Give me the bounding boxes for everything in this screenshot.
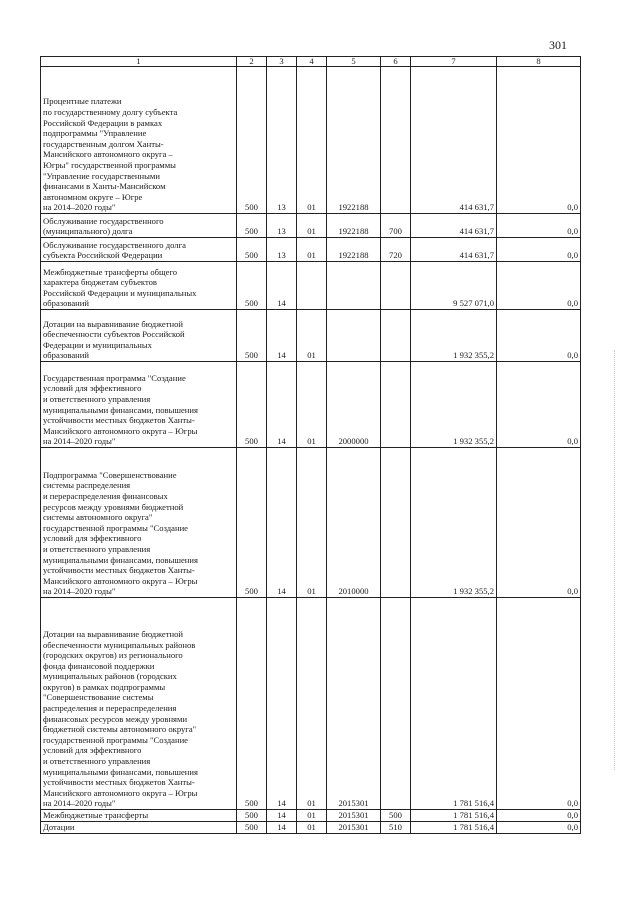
section-code-cell: 14 — [267, 310, 297, 362]
table-row — [41, 262, 581, 310]
section-code-cell: 14 — [267, 448, 297, 598]
subsection-code-cell: 01 — [297, 448, 327, 598]
row-name-cell — [41, 598, 237, 810]
target-item-cell: 2000000 — [327, 362, 381, 448]
amount-secondary-cell: 0,0 — [497, 810, 581, 822]
row-name: Обслуживание государственного долга субъекта Российской Федерации — [43, 239, 186, 261]
table-row — [41, 810, 581, 822]
expense-type-cell: 720 — [381, 238, 411, 262]
row-name: Подпрограмма "Совершенствование системы распределения и перераспределения финансовых ресурсов между уровнями бюджетной системы автономного округа" государственной программы "Создание условий для эффективного и ответственного управления муниципальными финансами, повышения устойчивости местных бюджетов Ханты- Мансийского автономного округа – Югры на 2014–2020 годы" — [43, 469, 198, 597]
ministry-code-cell: 500 — [237, 67, 267, 214]
ministry-code-cell: 500 — [237, 810, 267, 822]
subsection-code-cell: 01 — [297, 822, 327, 834]
section-code-cell: 14 — [267, 262, 297, 310]
column-header: 2 — [237, 57, 267, 67]
expense-type-cell: 700 — [381, 214, 411, 238]
row-name-cell — [41, 362, 237, 448]
section-code-cell: 14 — [267, 810, 297, 822]
row-name: Процентные платежи по государственному долгу субъекта Российской Федерации в рамках подпрограммы "Управление государственным долгом Ханты- Мансийского автономного округа – Югры" государственной программы "Управление государственными финансами в Ханты-Мансийском автономном округе – Югре на 2014–2020 годы" — [43, 96, 178, 213]
table-header-row — [41, 57, 581, 67]
row-name-cell — [41, 810, 237, 822]
amount-cell: 1 781 516,4 — [411, 598, 497, 810]
target-item-cell: 1922188 — [327, 67, 381, 214]
row-name: Обслуживание государственного (муниципального) долга — [43, 215, 164, 237]
table-row — [41, 448, 581, 598]
expense-type-cell — [381, 448, 411, 598]
amount-secondary-cell: 0,0 — [497, 238, 581, 262]
column-header: 6 — [381, 57, 411, 67]
amount-secondary-cell: 0,0 — [497, 67, 581, 214]
amount-cell: 414 631,7 — [411, 67, 497, 214]
amount-cell: 1 781 516,4 — [411, 810, 497, 822]
ministry-code-cell: 500 — [237, 310, 267, 362]
column-header: 4 — [297, 57, 327, 67]
amount-cell: 1 932 355,2 — [411, 310, 497, 362]
expense-type-cell — [381, 362, 411, 448]
page-number: 301 — [549, 38, 567, 52]
expense-type-cell: 500 — [381, 810, 411, 822]
amount-secondary-cell: 0,0 — [497, 262, 581, 310]
row-name-cell — [41, 310, 237, 362]
row-name-cell — [41, 448, 237, 598]
amount-secondary-cell: 0,0 — [497, 362, 581, 448]
section-code-cell: 13 — [267, 214, 297, 238]
subsection-code-cell: 01 — [297, 214, 327, 238]
amount-cell: 1 781 516,4 — [411, 822, 497, 834]
expense-type-cell — [381, 598, 411, 810]
ministry-code-cell: 500 — [237, 598, 267, 810]
ministry-code-cell: 500 — [237, 822, 267, 834]
row-name: Государственная программа "Создание условий для эффективного и ответственного управления муниципальными финансами, повышения устойчивости местных бюджетов Ханты- Мансийского автономного округа – Югры на 2014–2020 годы" — [43, 372, 198, 447]
subsection-code-cell: 01 — [297, 810, 327, 822]
row-name-cell — [41, 67, 237, 214]
amount-secondary-cell: 0,0 — [497, 310, 581, 362]
target-item-cell — [327, 310, 381, 362]
column-header: 5 — [327, 57, 381, 67]
row-name-cell — [41, 214, 237, 238]
table-row — [41, 214, 581, 238]
column-header: 3 — [267, 57, 297, 67]
row-name: Межбюджетные трансферты — [43, 810, 149, 821]
subsection-code-cell: 01 — [297, 238, 327, 262]
table-row — [41, 67, 581, 214]
ministry-code-cell: 500 — [237, 214, 267, 238]
amount-secondary-cell: 0,0 — [497, 214, 581, 238]
subsection-code-cell: 01 — [297, 362, 327, 448]
section-code-cell: 14 — [267, 598, 297, 810]
ministry-code-cell: 500 — [237, 262, 267, 310]
budget-table — [40, 56, 581, 834]
target-item-cell: 2015301 — [327, 810, 381, 822]
amount-secondary-cell: 0,0 — [497, 598, 581, 810]
amount-cell: 9 527 071,0 — [411, 262, 497, 310]
target-item-cell: 1922188 — [327, 238, 381, 262]
row-name: Дотации на выравнивание бюджетной обеспеченности муниципальных районов (городских округов) из регионального фонда финансовой поддержки муниципальных районов (городских округов) в рамках подпрограммы "Совершенствование системы распределения и перераспределения финансовых ресурсов между уровнями бюджетной системы автономного округа" государственной программы "Создание условий для эффективного и ответственного управления муниципальными финансами, повышения устойчивости местных бюджетов Ханты- Мансийского автономного округа – Югры на 2014–2020 годы" — [43, 628, 198, 809]
target-item-cell — [327, 262, 381, 310]
table-row — [41, 822, 581, 834]
section-code-cell: 14 — [267, 362, 297, 448]
amount-cell: 414 631,7 — [411, 214, 497, 238]
target-item-cell: 2015301 — [327, 598, 381, 810]
row-name-cell — [41, 238, 237, 262]
amount-cell: 1 932 355,2 — [411, 362, 497, 448]
amount-secondary-cell: 0,0 — [497, 822, 581, 834]
row-name: Дотации — [43, 822, 75, 833]
expense-type-cell — [381, 262, 411, 310]
table-row — [41, 310, 581, 362]
section-code-cell: 13 — [267, 238, 297, 262]
table-row — [41, 598, 581, 810]
column-header: 1 — [41, 57, 237, 67]
ministry-code-cell: 500 — [237, 362, 267, 448]
subsection-code-cell: 01 — [297, 310, 327, 362]
subsection-code-cell: 01 — [297, 67, 327, 214]
table-row — [41, 362, 581, 448]
expense-type-cell — [381, 310, 411, 362]
target-item-cell: 2010000 — [327, 448, 381, 598]
column-header: 7 — [411, 57, 497, 67]
target-item-cell: 2015301 — [327, 822, 381, 834]
row-name: Дотации на выравнивание бюджетной обеспеченности субъектов Российской Федерации и муниципальных образований — [43, 318, 185, 361]
ministry-code-cell: 500 — [237, 448, 267, 598]
section-code-cell: 13 — [267, 67, 297, 214]
row-name-cell — [41, 822, 237, 834]
scan-edge-marks — [614, 350, 616, 770]
subsection-code-cell — [297, 262, 327, 310]
section-code-cell: 14 — [267, 822, 297, 834]
target-item-cell: 1922188 — [327, 214, 381, 238]
subsection-code-cell: 01 — [297, 598, 327, 810]
row-name-cell — [41, 262, 237, 310]
column-header: 8 — [497, 57, 581, 67]
ministry-code-cell: 500 — [237, 238, 267, 262]
table-row — [41, 238, 581, 262]
amount-secondary-cell: 0,0 — [497, 448, 581, 598]
row-name: Межбюджетные трансферты общего характера бюджетам субъектов Российской Федерации и муниципальных образований — [43, 266, 197, 309]
expense-type-cell — [381, 67, 411, 214]
amount-cell: 1 932 355,2 — [411, 448, 497, 598]
amount-cell: 414 631,7 — [411, 238, 497, 262]
expense-type-cell: 510 — [381, 822, 411, 834]
